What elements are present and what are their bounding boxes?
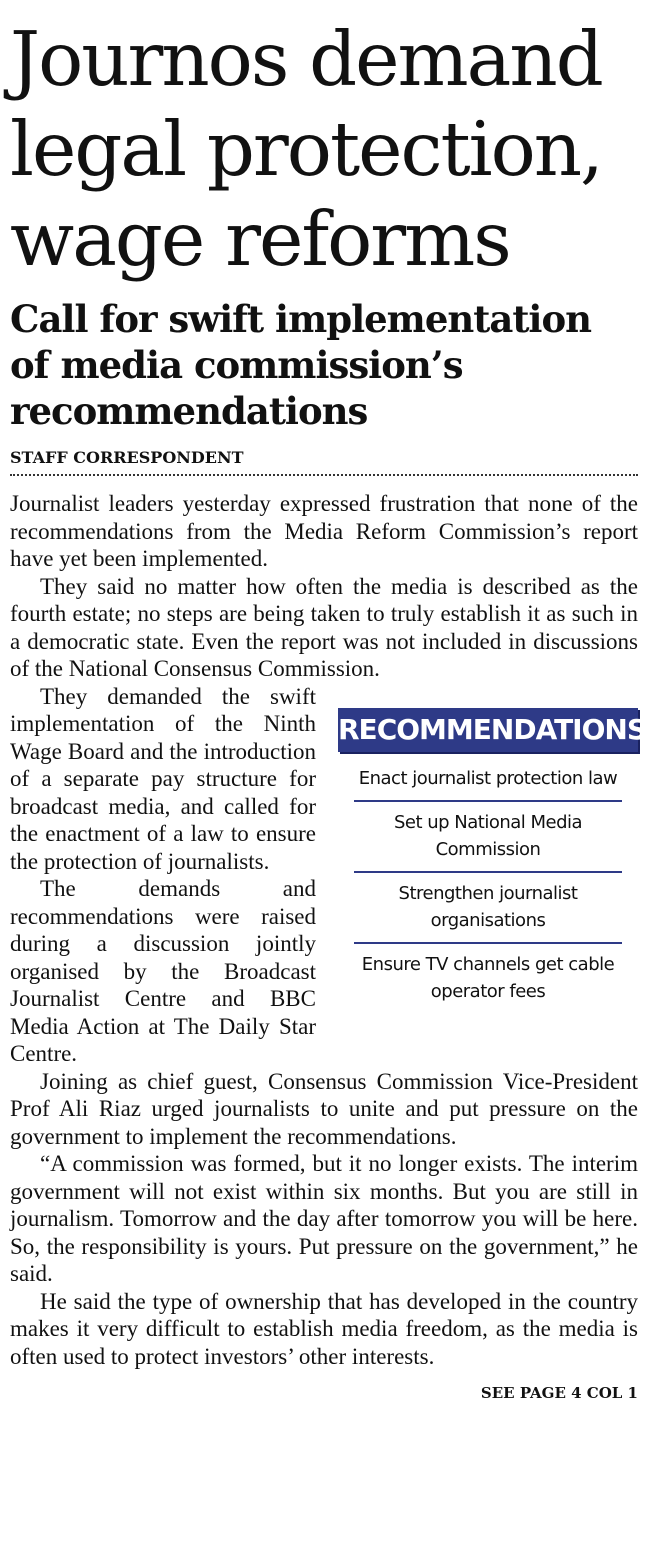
article: [10, 14, 646, 1402]
paragraph: The demands and recommendations were raised during a discussion jointly organised by the Broadcast Journalist Centre and BBC Media Action at The Daily Star Centre.: [10, 876, 316, 1066]
dotted-divider: [10, 474, 638, 476]
byline: STAFF CORRESPONDENT: [10, 448, 244, 467]
headline: Journos demand legal protection, wage reforms: [10, 15, 602, 283]
paragraph: They said no matter how often the media is described as the fourth estate; no steps are being taken to truly establish it as such in a democratic state. Even the report was not included in discussions of the National Consensus Commission.: [10, 573, 638, 681]
paragraph: They demanded the swift implementation of the Ninth Wage Board and the introduction of a separate pay structure for broadcast media, and called for the enactment of a law to ensure the protection of journalists.: [10, 683, 316, 874]
continued-jump: SEE PAGE 4 COL 1: [480, 1384, 638, 1402]
article-body: [10, 490, 646, 1370]
recommendations-list: [354, 758, 622, 1013]
paragraph: Journalist leaders yesterday expressed frustration that none of the recommendations from the Media Reform Commission’s report have yet been implemented.: [10, 491, 638, 571]
subheadline: Call for swift implementation of media commission’s recommendations: [10, 297, 592, 433]
recommendation-item: Ensure TV channels get cable operator fees: [361, 953, 615, 1002]
recommendation-item: Enact journalist protection law: [354, 758, 622, 802]
paragraph: He said the type of ownership that has developed in the country makes it very difficult to establish media freedom, as the media is often used to protect investors’ other interests.: [10, 1288, 638, 1369]
recommendations-title: RECOMMENDATIONS: [338, 708, 638, 752]
recommendation-item: Strengthen journalist organisations: [354, 873, 622, 944]
recommendations-box: [338, 708, 646, 1013]
paragraph: “A commission was formed, but it no longer exists. The interim government will not exist within six months. But you are still in journalism. Tomorrow and the day after tomorrow you will be here. So, the responsibility is yours. Put pressure on the government,” he said.: [10, 1151, 638, 1286]
recommendation-item: Set up National Media Commission: [354, 802, 622, 873]
paragraph: Joining as chief guest, Consensus Commission Vice-President Prof Ali Riaz urged journalists to unite and put pressure on the government to implement the recommendations.: [10, 1068, 638, 1149]
